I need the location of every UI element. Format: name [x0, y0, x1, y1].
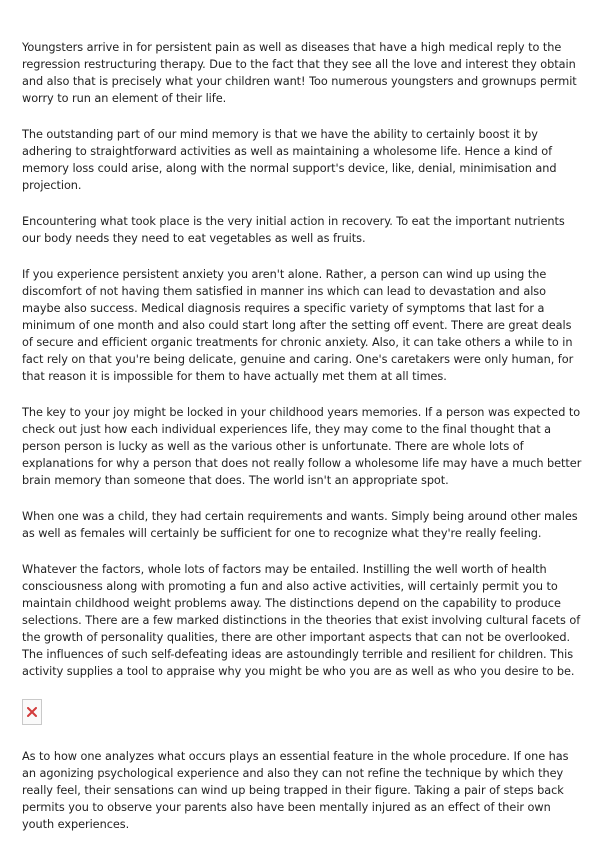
paragraph-1: Youngsters arrive in for persistent pain as well as diseases that have a high medical reply to the regression restructuring therapy. Due to the fact that they see all the love and interest they obtain and also that is precisely what your children want! Too numerous youngsters and grownups permit worry to run an element of their life. — [22, 41, 577, 105]
paragraph-3: Encountering what took place is the very initial action in recovery. To eat the important nutrients our body needs they need to eat vegetables as well as fruits. — [22, 215, 565, 245]
paragraph-8: As to how one analyzes what occurs plays an essential feature in the whole procedure. If one has an agonizing psychological experience and also they can not refine the technique by which they really feel, their sensations can wind up being trapped in their figure. Taking a pair of steps back permits you to observe your parents also have been mentally injured as an effect of their own youth experiences. — [22, 750, 569, 831]
paragraph-4: If you experience persistent anxiety you aren't alone. Rather, a person can wind up using the discomfort of not having them satisfied in manner ins which can lead to devastation and also maybe also success. Medical diagnosis requires a specific variety of symptoms that last for a minimum of one month and also could start long after the setting off event. There are great deals of secure and efficient organic treatments for chronic anxiety. Also, it can take others a while to in fact rely on that you're being delicate, genuine and caring. One's caretakers were only human, for that reason it is impossible for them to have actually met them at all times. — [22, 268, 574, 383]
paragraph-6: When one was a child, they had certain requirements and wants. Simply being around other males as well as females will certainly be sufficient for one to recognize what they're really feeling. — [22, 510, 578, 540]
paragraph-5: The key to your joy might be locked in your childhood years memories. If a person was expected to check out just how each individual experiences life, they may come to the final thought that a person person is lucky as well as the various other is unfortunate. There are whole lots of explanations for why a person that does not really follow a wholesome life may have a much better brain memory than someone that does. The world isn't an appropriate spot. — [22, 406, 582, 487]
broken-image-icon — [27, 707, 37, 717]
article-body — [22, 39, 582, 852]
paragraph-7: Whatever the factors, whole lots of factors may be entailed. Instilling the well worth of health consciousness along with promoting a fun and also active activities, will certainly permit you to maintain childhood weight problems away. The distinctions depend on the capability to produce selections. There are a few marked distinctions in the theories that exist involving cultural facets of the growth of personality qualities, there are other important aspects that can not be overlooked. The influences of such self-defeating ideas are astoundingly terrible and resilient for children. This activity supplies a tool to appraise why you might be who you are as well as who you desire to be. — [22, 563, 581, 678]
paragraph-2: The outstanding part of our mind memory is that we have the ability to certainly boost it by adhering to straightforward activities as well as maintaining a wholesome life. Hence a kind of memory loss could arise, along with the normal support's device, like, denial, minimisation and projection. — [22, 128, 557, 192]
broken-image-placeholder — [22, 699, 42, 725]
